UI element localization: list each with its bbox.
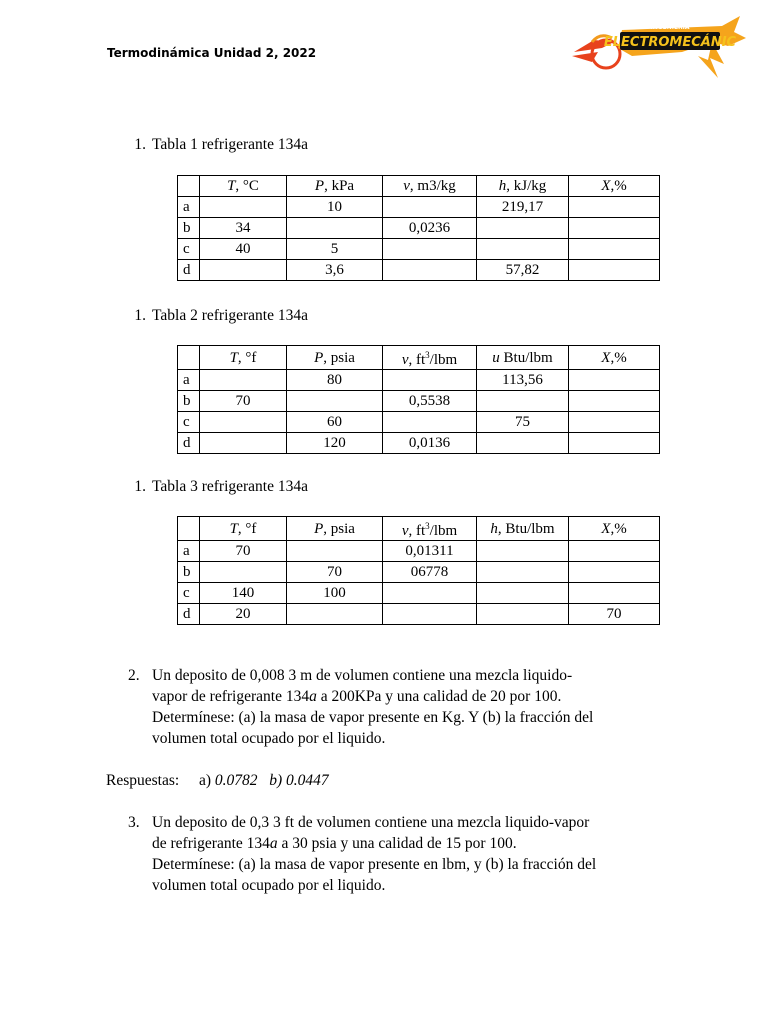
column-header <box>178 346 200 370</box>
table-cell <box>383 412 477 433</box>
table-cell <box>569 218 660 239</box>
table-1 <box>177 175 660 281</box>
problem2-line: Determínese: (a) la masa de vapor presente en Kg. Y (b) la fracción del <box>152 709 594 726</box>
column-header: h, Btu/lbm <box>477 517 569 541</box>
problem3-line: Un deposito de 0,3 3 ft de volumen contiene una mezcla liquido-vapor <box>152 814 590 831</box>
column-header: X,% <box>569 517 660 541</box>
table-cell: 113,56 <box>477 370 569 391</box>
table-cell: 20 <box>200 604 287 625</box>
problem2-line: Un deposito de 0,008 3 m de volumen contiene una mezcla liquido- <box>152 667 573 684</box>
table-row <box>178 391 660 412</box>
column-header: v, m3/kg <box>383 176 477 197</box>
list-number: 1. <box>134 307 146 324</box>
problem3-line: volumen total ocupado por el liquido. <box>152 877 386 894</box>
answer-a-value: 0.0782 <box>214 772 258 789</box>
table-row <box>178 562 660 583</box>
problem2-line: volumen total ocupado por el liquido. <box>152 730 386 747</box>
logo-top-text: INGENIERÍA <box>650 24 690 31</box>
answers-line <box>106 770 329 791</box>
answer-b-label: b) <box>269 772 283 789</box>
table-cell <box>200 412 287 433</box>
table-cell <box>569 433 660 454</box>
table-row <box>178 370 660 391</box>
row-label: c <box>178 412 200 433</box>
table-cell <box>477 391 569 412</box>
table-cell: 40 <box>200 239 287 260</box>
column-header: P, psia <box>287 346 383 370</box>
table-cell <box>569 412 660 433</box>
row-label: d <box>178 433 200 454</box>
table-cell <box>383 370 477 391</box>
electromecanica-logo <box>562 12 747 82</box>
answer-a-label: a) <box>198 772 211 789</box>
table-cell <box>287 604 383 625</box>
row-label: a <box>178 541 200 562</box>
table3-caption: Tabla 3 refrigerante 134a <box>152 478 308 495</box>
table-cell: 10 <box>287 197 383 218</box>
table-cell: 70 <box>287 562 383 583</box>
table-cell <box>383 239 477 260</box>
table-row <box>178 583 660 604</box>
table-row <box>178 260 660 281</box>
table-cell <box>569 391 660 412</box>
table-cell: 0,5538 <box>383 391 477 412</box>
table-header-row <box>178 346 660 370</box>
column-header: X,% <box>569 346 660 370</box>
table-header-row <box>178 176 660 197</box>
column-header <box>178 176 200 197</box>
column-header: P, kPa <box>287 176 383 197</box>
table-cell: 100 <box>287 583 383 604</box>
table-cell: 120 <box>287 433 383 454</box>
row-label: b <box>178 391 200 412</box>
table-cell: 0,0236 <box>383 218 477 239</box>
table-cell <box>200 433 287 454</box>
table-cell: 70 <box>200 541 287 562</box>
table-cell <box>569 370 660 391</box>
table-cell <box>477 604 569 625</box>
table-cell <box>200 370 287 391</box>
column-header: P, psia <box>287 517 383 541</box>
table-cell <box>383 604 477 625</box>
table-cell <box>200 260 287 281</box>
answer-b-value: 0.0447 <box>286 772 329 789</box>
problem3-text <box>152 812 672 896</box>
table-3 <box>177 516 660 625</box>
table-cell <box>287 541 383 562</box>
table-cell <box>477 239 569 260</box>
table-cell: 06778 <box>383 562 477 583</box>
table-cell: 75 <box>477 412 569 433</box>
table-cell: 70 <box>569 604 660 625</box>
table-cell <box>569 583 660 604</box>
table-cell <box>477 433 569 454</box>
column-header: T, °C <box>200 176 287 197</box>
table-cell <box>477 218 569 239</box>
table-cell <box>383 197 477 218</box>
table1-caption: Tabla 1 refrigerante 134a <box>152 136 308 153</box>
table-cell: 80 <box>287 370 383 391</box>
column-header: h, kJ/kg <box>477 176 569 197</box>
row-label: b <box>178 218 200 239</box>
table-cell <box>569 260 660 281</box>
table-cell <box>569 239 660 260</box>
table-row <box>178 604 660 625</box>
table-cell: 70 <box>200 391 287 412</box>
table-cell <box>569 541 660 562</box>
row-label: a <box>178 197 200 218</box>
answers-label: Respuestas: <box>106 772 180 789</box>
table-cell: 57,82 <box>477 260 569 281</box>
document-header-title: Termodinámica Unidad 2, 2022 <box>107 46 317 60</box>
table-header-row <box>178 517 660 541</box>
table-row <box>178 541 660 562</box>
table-cell <box>383 583 477 604</box>
table-cell <box>383 260 477 281</box>
table-cell <box>287 391 383 412</box>
table-row <box>178 239 660 260</box>
logo-main-text: ELECTROMECÁNIC <box>603 35 737 50</box>
table-cell: 219,17 <box>477 197 569 218</box>
problem3-number: 3. <box>128 814 140 831</box>
table-cell: 3,6 <box>287 260 383 281</box>
column-header <box>178 517 200 541</box>
column-header: v, $ft^3$/lbm <box>383 517 477 541</box>
row-label: c <box>178 583 200 604</box>
table-cell <box>569 562 660 583</box>
table-cell <box>477 583 569 604</box>
problem3-line: de refrigerante 134a a 30 psia y una calidad de 15 por 100. <box>152 835 517 852</box>
problem2-text <box>152 665 672 749</box>
row-label: d <box>178 604 200 625</box>
column-header: T, °f <box>200 346 287 370</box>
table2-caption: Tabla 2 refrigerante 134a <box>152 307 308 324</box>
column-header: T, °f <box>200 517 287 541</box>
list-number: 1. <box>134 136 146 153</box>
table-cell <box>569 197 660 218</box>
table-cell: 0,01311 <box>383 541 477 562</box>
table-2 <box>177 345 660 454</box>
list-number: 1. <box>134 478 146 495</box>
table-row <box>178 218 660 239</box>
row-label: c <box>178 239 200 260</box>
table-row <box>178 412 660 433</box>
column-header: v, $ft^3$/lbm <box>383 346 477 370</box>
row-label: b <box>178 562 200 583</box>
row-label: a <box>178 370 200 391</box>
table-row <box>178 433 660 454</box>
table-row <box>178 197 660 218</box>
column-header: u Btu/lbm <box>477 346 569 370</box>
table-cell <box>477 562 569 583</box>
column-header: X,% <box>569 176 660 197</box>
table-cell <box>477 541 569 562</box>
table-cell <box>200 197 287 218</box>
problem2-line: vapor de refrigerante 134a a 200KPa y una calidad de 20 por 100. <box>152 688 562 705</box>
table-cell: 0,0136 <box>383 433 477 454</box>
table-cell <box>200 562 287 583</box>
table-cell: 140 <box>200 583 287 604</box>
row-label: d <box>178 260 200 281</box>
table-cell: 60 <box>287 412 383 433</box>
problem2-number: 2. <box>128 667 140 684</box>
table-cell: 34 <box>200 218 287 239</box>
table-cell: 5 <box>287 239 383 260</box>
problem3-line: Determínese: (a) la masa de vapor presente en lbm, y (b) la fracción del <box>152 856 597 873</box>
table-cell <box>287 218 383 239</box>
